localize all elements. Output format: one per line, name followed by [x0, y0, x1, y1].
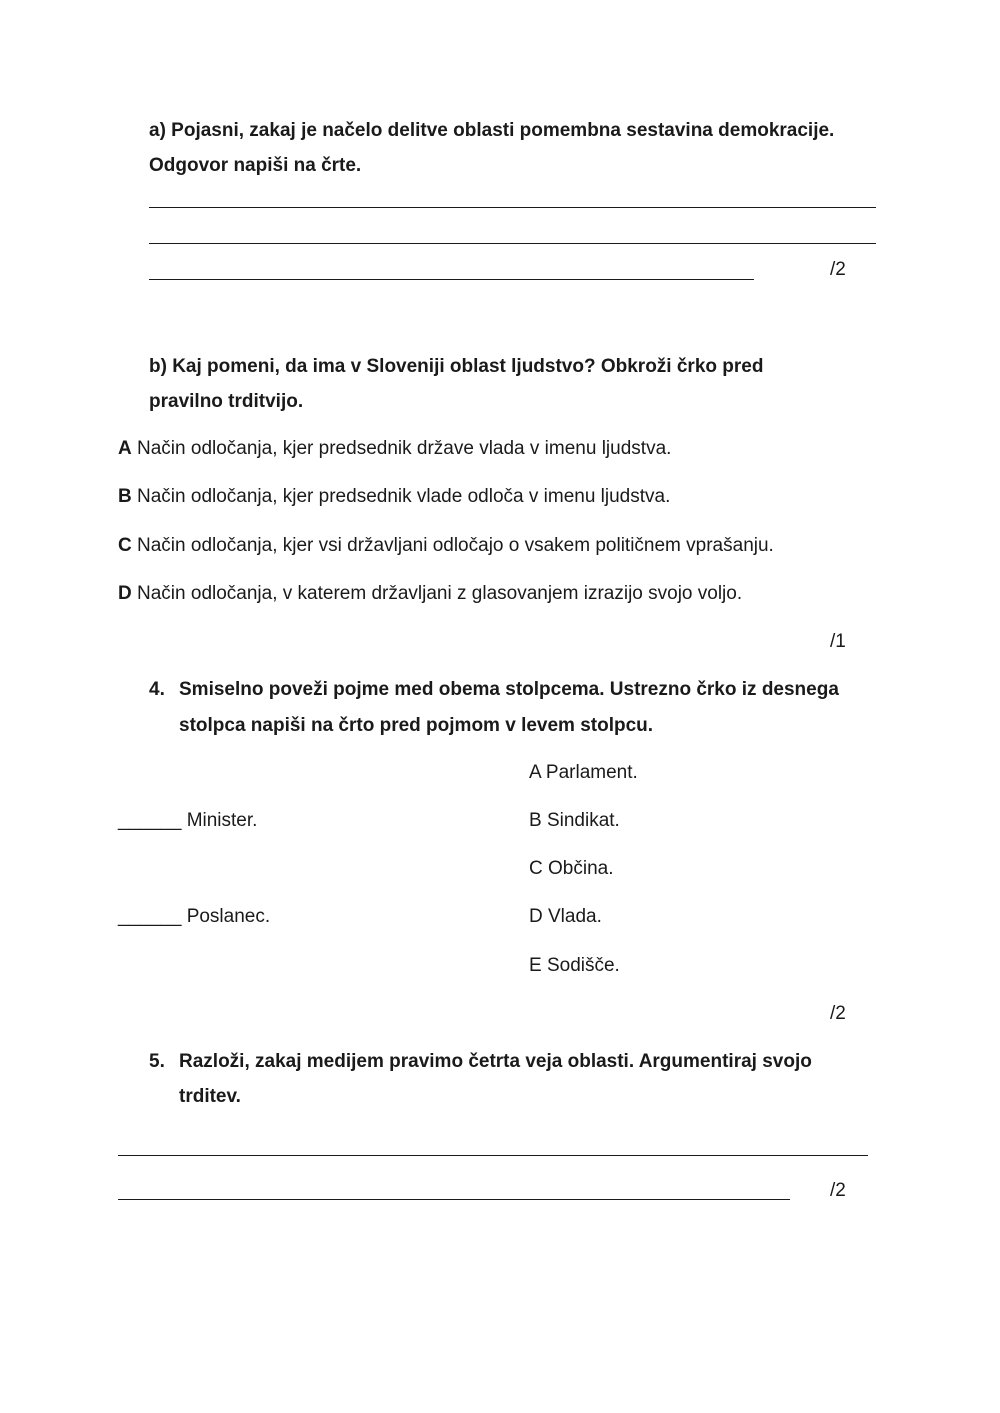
q4-points: /2 — [830, 1003, 846, 1024]
answer-blank[interactable]: ______ — [118, 810, 182, 831]
q5-points: /2 — [830, 1180, 846, 1201]
answer-line — [149, 279, 754, 280]
part-a-question-line1: a) Pojasni, zakaj je načelo delitve oblasti pomembna sestavina demokracije. — [149, 120, 835, 141]
option-c[interactable] — [118, 535, 774, 557]
option-b[interactable] — [118, 486, 670, 508]
right-item: E Sodišče. — [529, 955, 620, 976]
q4-question-line1: 4. Smiselno poveži pojme med obema stolpcema. Ustrezno črko iz desnega — [149, 679, 839, 700]
q4-number: 4. — [149, 679, 165, 700]
right-item: A Parlament. — [529, 762, 638, 783]
left-item-term: Poslanec. — [186, 906, 271, 927]
option-text: Način odločanja, kjer predsednik države vlada v imenu ljudstva. — [137, 438, 672, 459]
part-a-question-line2: Odgovor napiši na črte. — [149, 155, 362, 176]
q5-number: 5. — [149, 1051, 165, 1072]
q5-question-line1: 5. Razloži, zakaj medijem pravimo četrta veja oblasti. Argumentiraj svojo — [149, 1051, 812, 1072]
right-item: D Vlada. — [529, 906, 602, 927]
option-letter: D — [118, 583, 132, 604]
answer-blank[interactable]: ______ — [118, 906, 182, 927]
option-letter: C — [118, 535, 132, 556]
option-d[interactable] — [118, 583, 742, 605]
right-item: C Občina. — [529, 858, 614, 879]
left-item-poslanec — [118, 906, 270, 928]
q4-question-line2: stolpca napiši na črto pred pojmom v levem stolpcu. — [179, 715, 654, 736]
answer-line — [149, 207, 876, 208]
option-text: Način odločanja, kjer predsednik vlade odloča v imenu ljudstva. — [137, 486, 671, 507]
option-text: Način odločanja, kjer vsi državljani odločajo o vsakem političnem vprašanju. — [137, 535, 774, 556]
option-letter: A — [118, 438, 132, 459]
option-text: Način odločanja, v katerem državljani z glasovanjem izrazijo svojo voljo. — [137, 583, 743, 604]
answer-line[interactable] — [118, 1155, 868, 1156]
q5-question-line2: trditev. — [179, 1086, 241, 1107]
answer-line — [149, 243, 876, 244]
part-a-points: /2 — [830, 259, 846, 280]
part-b-question-line2: pravilno trditvijo. — [149, 391, 304, 412]
option-letter: B — [118, 486, 132, 507]
left-item-term: Minister. — [186, 810, 258, 831]
right-item: B Sindikat. — [529, 810, 620, 831]
part-b-points: /1 — [830, 631, 846, 652]
answer-line[interactable] — [118, 1199, 790, 1200]
option-a[interactable] — [118, 438, 671, 460]
left-item-minister — [118, 810, 257, 832]
part-b-question-line1: b) Kaj pomeni, da ima v Sloveniji oblast ljudstvo? Obkroži črko pred — [149, 356, 764, 377]
